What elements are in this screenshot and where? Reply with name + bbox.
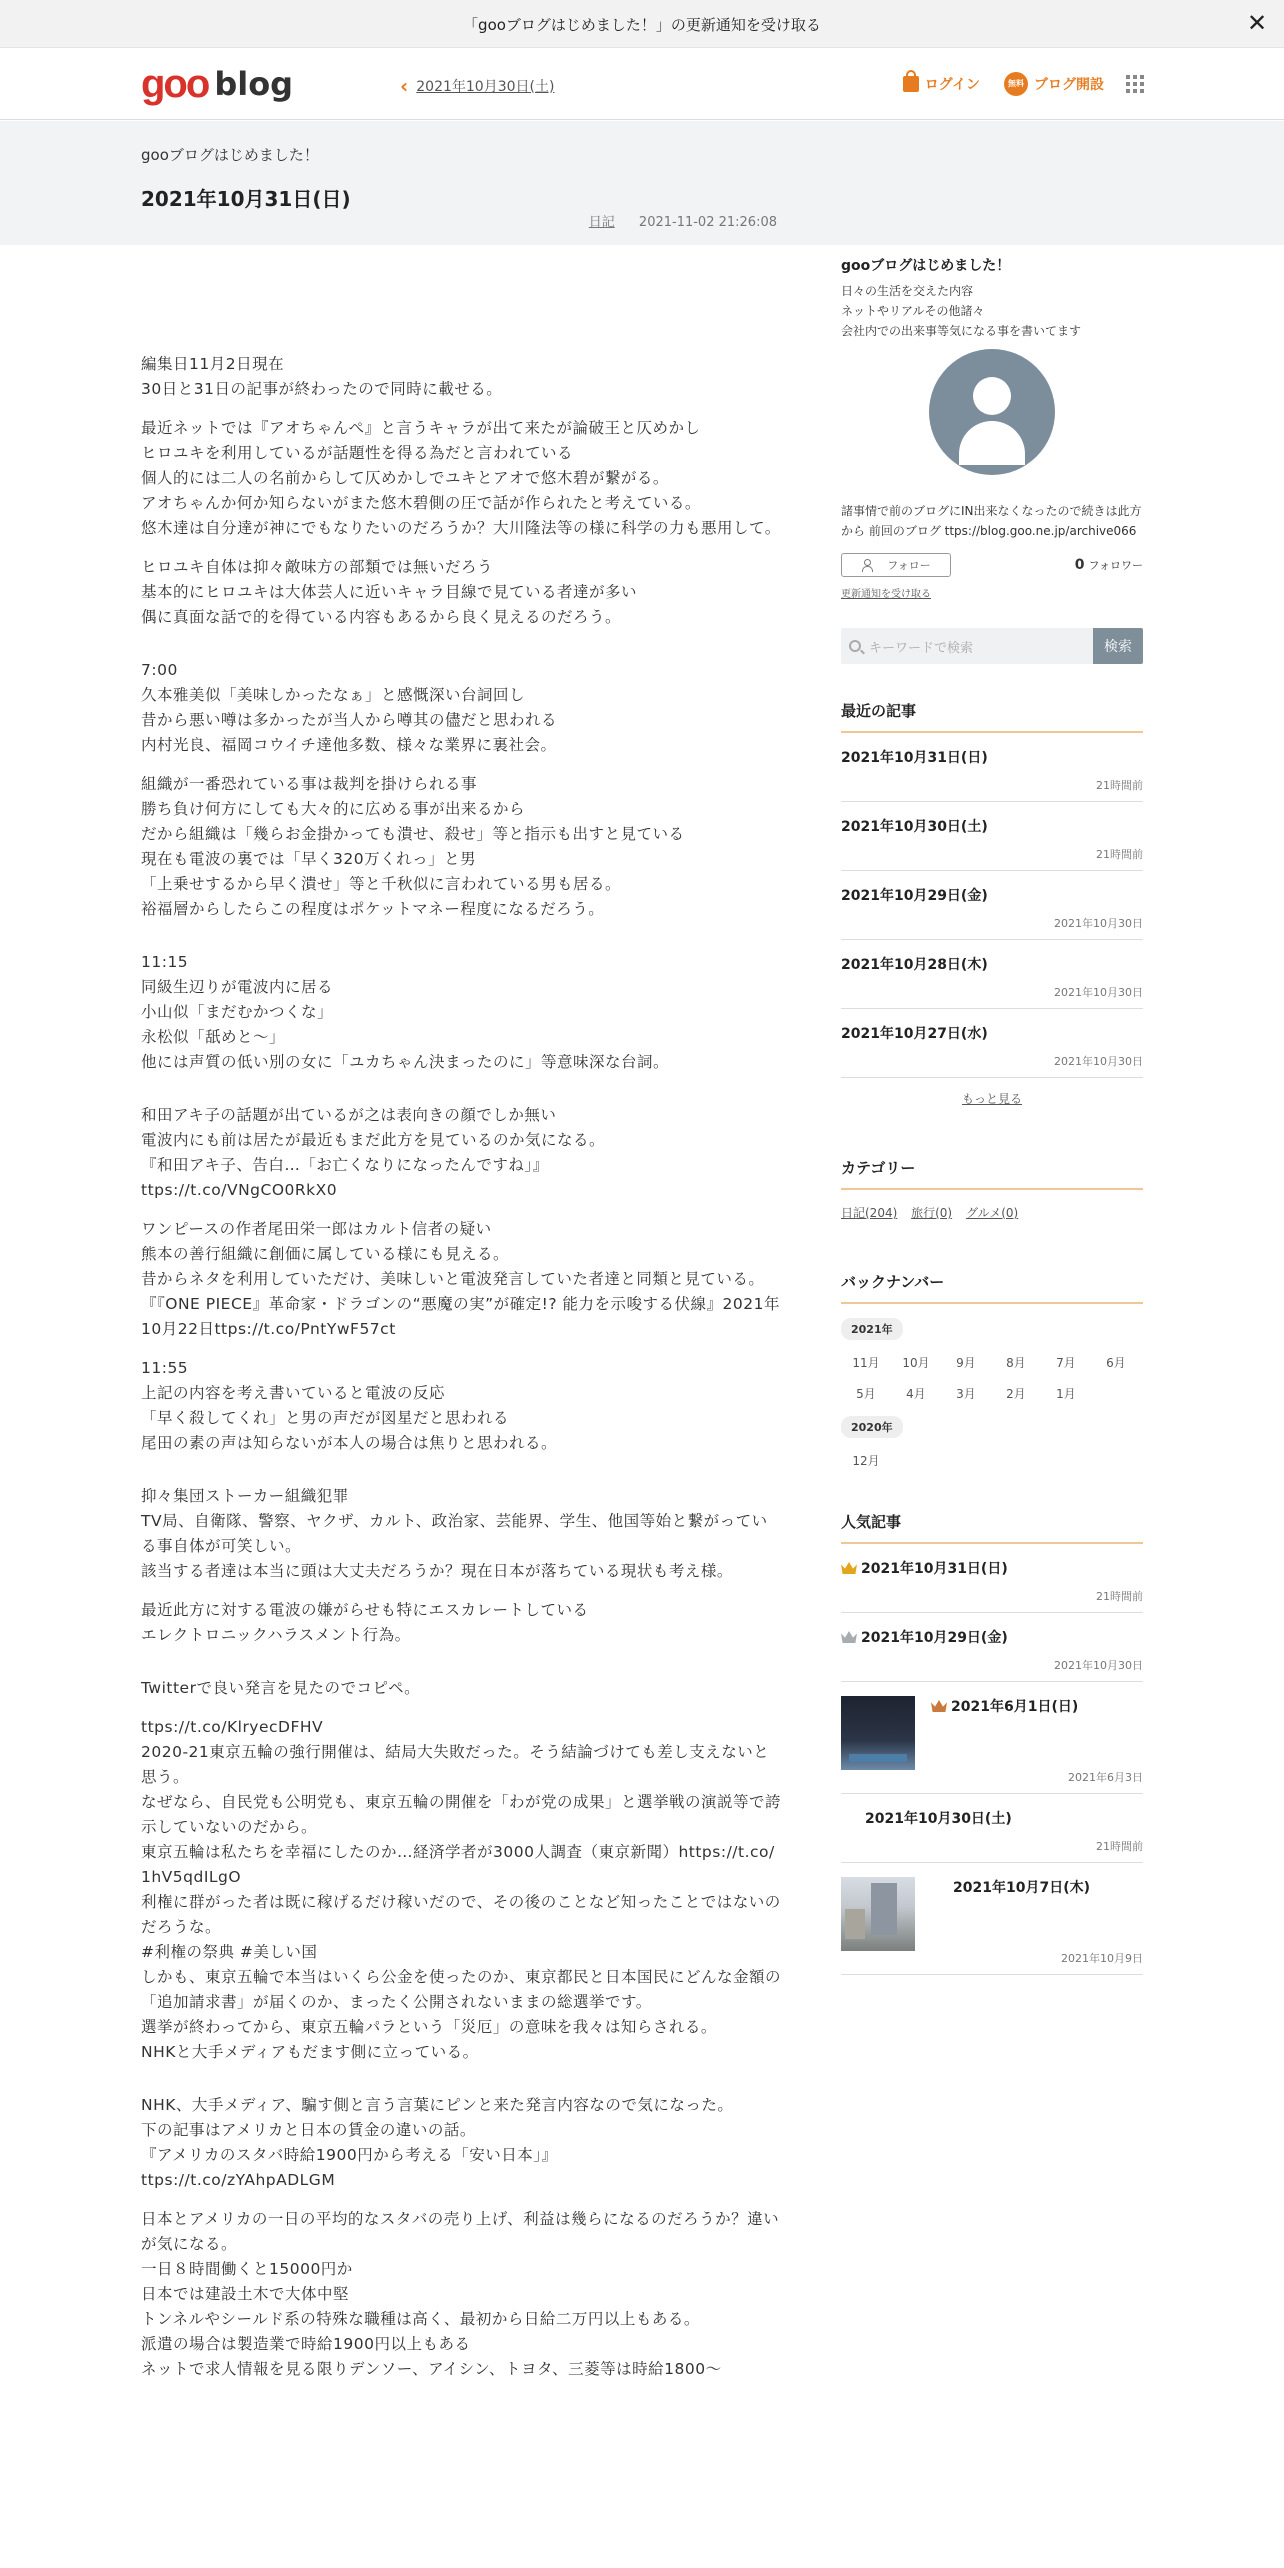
header-actions <box>879 72 1144 96</box>
month-link[interactable]: 6月 <box>1106 1356 1126 1370</box>
search-input[interactable] <box>841 628 1093 664</box>
popular-post-date: 21時間前 <box>1096 1590 1143 1603</box>
popular-item[interactable] <box>841 1794 1143 1863</box>
free-badge-icon: 無料 <box>1004 72 1028 96</box>
avatar <box>929 349 1055 475</box>
month-link[interactable]: 7月 <box>1056 1356 1076 1370</box>
year-badge[interactable]: 2021年 <box>841 1318 903 1340</box>
crown-bronze-icon <box>931 1700 947 1712</box>
recent-post-date: 2021年10月30日 <box>1054 986 1143 999</box>
month-list <box>841 1340 1143 1402</box>
category-link[interactable]: 日記(204) <box>841 1206 898 1220</box>
article-paragraph: ttps://t.co/KlryecDFHV 2020-21東京五輪の強行開催は、結局大失敗だった。そう結論づけても差し支えないと思う。 なぜなら、自民党も公明党も、東京五輪の開催を「わが党の成果」と選挙戦の演説等で誇示していないのだから。 東京五輪は私たちを幸福にしたのか…経済学者が3000人調査（東京新聞）https://t.co/1hV5qdILgO 利権に群がった者は既に稼げるだけ稼いだので、その後のことなど知ったことではないのだろうな。 #利権の祭典 #美しい国 しかも、東京五輪で本当はいくら公金を使ったのか、東京都民と日本国民にどんな金額の「追加請求書」が届くのか、まったく公開されないままの総選挙です。 選挙が終わってから、東京五輪パラという「災厄」の意味を我々は知らされる。 NHKと大手メディアもだます側に立っている。 <box>141 1718 782 2061</box>
follower-count <box>1075 557 1143 573</box>
recent-post-date: 2021年10月30日 <box>1054 1055 1143 1068</box>
article-paragraph: 抑々集団ストーカー組織犯罪 TV局、自衛隊、警察、ヤクザ、カルト、政治家、芸能界、学生、他国等始と繋がっている事自体が可笑しい。 該当する者達は本当に頭は大丈夫だろうか？現在日本が落ちている現状も考え様。 <box>141 1487 768 1580</box>
more-posts-link[interactable]: もっと見る <box>961 1092 1022 1106</box>
recent-posts-title: 最近の記事 <box>841 700 1143 733</box>
recent-post-date: 21時間前 <box>1096 779 1143 792</box>
article-paragraph: 最近ネットでは『アオちゃんぺ』と言うキャラが出て来たが論破王と仄めかし ヒロユキを利用しているが話題性を得る為だと言われている 個人的には二人の名前からして仄めかしでユキとアオで悠木碧が繋がる。 アオちゃんか何か知らないがまた悠木碧側の圧で話が作られたと考えている。 悠木達は自分達が神にでもなりたいのだろうか？大川隆法等の様に科学の力も悪用して。 <box>141 419 781 537</box>
previous-post-label: 2021年10月30日(土) <box>416 79 555 95</box>
popular-title: 人気記事 <box>841 1511 1143 1544</box>
post-title-band <box>0 121 1284 245</box>
backnumber-title: バックナンバー <box>841 1271 1143 1304</box>
recent-post-item[interactable] <box>841 802 1143 871</box>
previous-post-link[interactable] <box>400 74 554 98</box>
recent-post-item[interactable] <box>841 940 1143 1009</box>
chevron-left-icon: ‹ <box>400 74 409 98</box>
article-paragraph: Twitterで良い発言を見たのでコピペ。 <box>141 1679 421 1697</box>
close-icon[interactable]: ✕ <box>1246 9 1268 37</box>
recent-post-title: 2021年10月28日(木) <box>841 957 988 973</box>
popular-post-title: 2021年6月1日(日) <box>951 1699 1079 1715</box>
article-paragraph: 7:00 久本雅美似「美味しかったなぁ」と感慨深い台詞回し 昔から悪い噂は多かったが当人から噂其の儘だと思われる 内村光良、福岡コウイチ達他多数、様々な業界に裏社会。 <box>141 661 558 754</box>
follow-label: フォロー <box>887 559 931 572</box>
popular-post-date: 21時間前 <box>1096 1840 1143 1853</box>
recent-post-title: 2021年10月31日(日) <box>841 750 988 766</box>
recent-post-title: 2021年10月29日(金) <box>841 888 988 904</box>
article-paragraph: 組織が一番恐れている事は裁判を掛けられる事 勝ち負け何方にしても大々的に広める事が出来るから だから組織は「幾らお金掛かっても潰せ、殺せ」等と指示も出すと見ている 現在も電波の裏では「早く320万くれっ」と男 「上乗せするから早く潰せ」等と千秋似に言われている男も居る。 裕福層からしたらこの程度はポケットマネー程度になるだろう。 <box>141 775 685 918</box>
person-icon <box>861 559 873 571</box>
update-notice-bar <box>0 0 1284 48</box>
sidebar <box>841 255 1143 1975</box>
month-link[interactable]: 9月 <box>956 1356 976 1370</box>
post-thumbnail <box>841 1877 915 1951</box>
popular-item[interactable] <box>841 1544 1143 1613</box>
popular-item[interactable] <box>841 1682 1143 1794</box>
crown-gold-icon <box>841 1562 857 1574</box>
blog-open-button[interactable] <box>1004 72 1104 96</box>
month-link[interactable]: 10月 <box>902 1356 930 1370</box>
year-badge[interactable]: 2020年 <box>841 1416 903 1438</box>
popular-section <box>841 1511 1143 1975</box>
search-placeholder: キーワードで検索 <box>869 640 974 656</box>
popular-post-date: 2021年6月3日 <box>1068 1771 1143 1784</box>
recent-post-item[interactable] <box>841 1009 1143 1078</box>
search-icon <box>849 640 861 652</box>
month-list <box>841 1438 1143 1469</box>
recent-posts <box>841 700 1143 1107</box>
category-section <box>841 1157 1143 1221</box>
month-link[interactable]: 8月 <box>1006 1356 1026 1370</box>
popular-item[interactable] <box>841 1613 1143 1682</box>
month-link[interactable]: 3月 <box>956 1387 976 1401</box>
notify-link[interactable]: 更新通知を受け取る <box>841 589 931 600</box>
blog-name[interactable]: gooブログはじめました！ <box>141 146 319 164</box>
article-paragraph: 日本とアメリカの一日の平均的なスタバの売り上げ、利益は幾らになるのだろうか？違いが気になる。 一日８時間働くと15000円か 日本では建設土木で大体中堅 トンネルやシールド系の特殊な職種は高く、最初から日給二万円以上もある。 派遣の場合は製造業で時給1900円以上もある ネットで求人情報を見る限りデンソー、アイシン、トヨタ、三菱等は時給1800～ <box>141 2210 780 2378</box>
follower-number: 0 <box>1074 557 1085 573</box>
site-header <box>0 48 1284 120</box>
profile-title[interactable]: gooブログはじめました！ <box>841 258 1011 274</box>
login-button[interactable] <box>903 74 980 94</box>
lock-icon <box>903 76 919 92</box>
article-paragraph: 編集日11月2日現在 30日と31日の記事が終わったので同時に載せる。 <box>141 355 503 398</box>
popular-post-date: 2021年10月9日 <box>1061 1952 1143 1965</box>
post-meta <box>589 211 777 230</box>
apps-grid-icon[interactable] <box>1126 75 1144 93</box>
article-paragraph: ヒロユキ自体は抑々敵味方の部類では無いだろう 基本的にヒロユキは大体芸人に近いキャラ目線で見ている者達が多い 偶に真面な話で的を得ている内容もあるから良く見えるのだろう。 <box>141 558 638 626</box>
article-paragraph: ワンピースの作者尾田栄一郎はカルト信者の疑い 熊本の善行組織に創価に属している様にも見える。 昔からネタを利用していただけ、美味しいと電波発言していた者達と同類と見ている。 『『ONE PIECE』革命家・ドラゴンの“悪魔の実”が確定!? 能力を示唆する伏線』2021年10月22日ttps://t.co/PntYwF57ct <box>141 1220 780 1338</box>
post-title: 2021年10月31日(日) <box>141 187 351 211</box>
search-button[interactable]: 検索 <box>1093 628 1143 664</box>
recent-post-title: 2021年10月27日(水) <box>841 1026 988 1042</box>
recent-post-date: 21時間前 <box>1096 848 1143 861</box>
category-link[interactable]: 旅行(0) <box>911 1206 953 1220</box>
category-link[interactable]: グルメ(0) <box>965 1206 1019 1220</box>
blog-open-label: ブログ開設 <box>1034 77 1104 93</box>
popular-post-date: 2021年10月30日 <box>1054 1659 1143 1672</box>
profile-description: 日々の生活を交えた内容 ネットやリアルその他諸々 会社内での出来事等気になる事を書いてます <box>841 284 1082 338</box>
post-thumbnail <box>841 1696 915 1770</box>
article-paragraph: NHK、大手メディア、騙す側と言う言葉にピンと来た発言内容なので気になった。 下の記事はアメリカと日本の賃金の違いの話。 『アメリカのスタバ時給1900円から考える「安い日本」』 ttps://t.co/zYAhpADLGM <box>141 2096 734 2189</box>
backnumber-section <box>841 1271 1143 1469</box>
popular-post-title: 2021年10月7日(木) <box>953 1880 1090 1896</box>
goo-blog-logo[interactable] <box>141 64 293 104</box>
post-category-link[interactable]: 日記 <box>588 215 615 230</box>
month-link[interactable]: 12月 <box>852 1454 880 1468</box>
popular-post-title: 2021年10月31日(日) <box>861 1561 1008 1577</box>
login-label: ログイン <box>924 77 980 93</box>
post-timestamp: 2021-11-02 21:26:08 <box>638 215 777 230</box>
blog-search <box>841 628 1143 664</box>
article-paragraph: 最近此方に対する電波の嫌がらせも特にエスカレートしている エレクトロニックハラスメント行為。 <box>141 1601 589 1644</box>
recent-post-title: 2021年10月30日(土) <box>841 819 988 835</box>
article-paragraph: 和田アキ子の話題が出ているが之は表向きの顔でしか無い 電波内にも前は居たが最近もまだ此方を見ているのか気になる。 『和田アキ子、告白…「お亡くなりになったんですね」』 ttps://t.co/VNgCO0RkX0 <box>141 1106 606 1199</box>
recent-post-date: 2021年10月30日 <box>1054 917 1143 930</box>
popular-item[interactable] <box>841 1863 1143 1975</box>
follow-button[interactable] <box>841 553 951 577</box>
category-list <box>841 1204 1143 1221</box>
follower-label: フォロワー <box>1088 559 1143 572</box>
recent-post-item[interactable] <box>841 871 1143 940</box>
update-notice-text[interactable]: 「gooブログはじめました！」の更新通知を受け取る <box>463 16 821 34</box>
logo-blog-text: blog <box>214 65 294 103</box>
popular-post-title: 2021年10月30日(土) <box>865 1811 1012 1827</box>
month-link[interactable]: 4月 <box>906 1387 926 1401</box>
month-link[interactable]: 5月 <box>856 1387 876 1401</box>
article-body <box>141 352 781 2396</box>
logo-goo-text: goo <box>141 62 209 106</box>
article-paragraph: 11:55 上記の内容を考え書いていると電波の反応 「早く殺してくれ」と男の声だが図星だと思われる 尾田の素の声は知らないが本人の場合は焦りと思われる。 <box>141 1359 558 1452</box>
category-title: カテゴリー <box>841 1157 1143 1190</box>
crown-silver-icon <box>841 1631 857 1643</box>
recent-post-item[interactable] <box>841 733 1143 802</box>
popular-post-title: 2021年10月29日(金) <box>861 1630 1008 1646</box>
month-link[interactable]: 1月 <box>1056 1387 1076 1401</box>
month-link[interactable]: 11月 <box>852 1356 880 1370</box>
article-paragraph: 11:15 同級生辺りが電波内に居る 小山似「まだむかつくな」 永松似「舐めと～」 他には声質の低い別の女に「ユカちゃん決まったのに」等意味深な台詞。 <box>141 953 670 1071</box>
month-link[interactable]: 2月 <box>1006 1387 1026 1401</box>
follow-row <box>841 553 1143 577</box>
profile-note: 諸事情で前のブログにIN出来なくなったので続きは此方から 前回のブログ ttps://blog.goo.ne.jp/archive066 <box>841 504 1142 538</box>
